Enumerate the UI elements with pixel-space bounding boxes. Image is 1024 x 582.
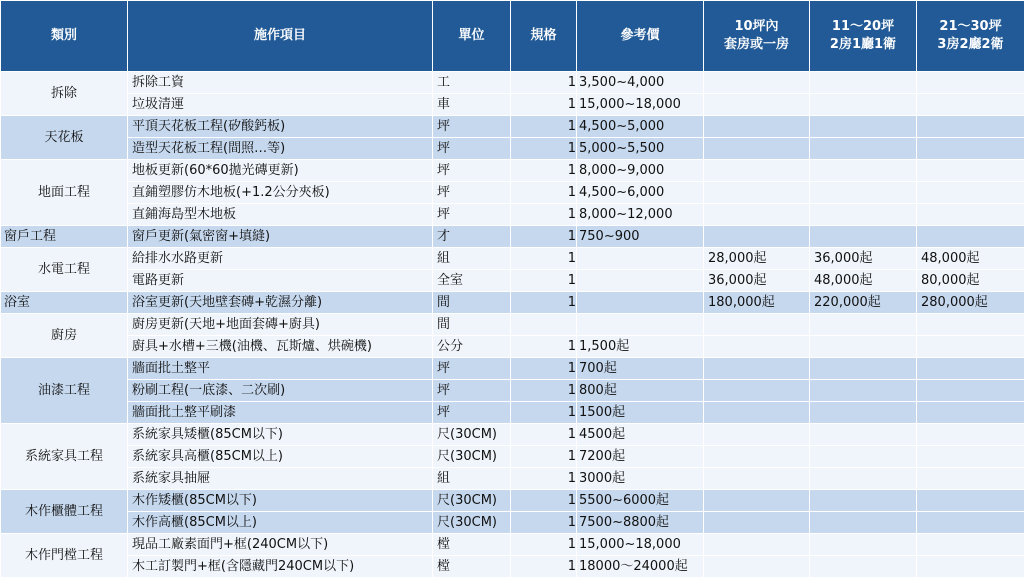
item-cell: 直鋪塑膠仿木地板(+1.2公分夾板) [128,182,433,204]
item-cell: 木工訂製門+框(含隱藏門240CM以下) [128,556,433,578]
table-row [1,94,1024,116]
unit-cell: 坪 [433,380,511,402]
price-30-cell [917,116,1024,138]
price-10-cell [704,358,810,380]
table-row [1,402,1024,424]
header-30ping [917,1,1024,72]
ref-price-cell [577,248,704,270]
price-30-cell [917,358,1024,380]
unit-cell: 組 [433,248,511,270]
price-30-cell [917,94,1024,116]
spec-cell: 1 [511,402,577,424]
price-30-cell [917,72,1024,94]
ref-price-cell: 15,000~18,000 [577,534,704,556]
price-20-cell [810,358,917,380]
price-20-cell: 48,000起 [810,270,917,292]
price-10-cell [704,182,810,204]
price-20-cell [810,138,917,160]
table-row [1,380,1024,402]
price-20-cell [810,204,917,226]
category-cell: 天花板 [1,116,128,160]
table-row [1,336,1024,358]
category-cell: 浴室 [1,292,128,314]
table-row [1,314,1024,336]
header-20ping-line2: 2房1廳1衛 [829,37,897,52]
price-10-cell [704,402,810,424]
table-row [1,72,1024,94]
header-10ping [704,1,810,72]
item-cell: 拆除工資 [128,72,433,94]
table-row [1,534,1024,556]
ref-price-cell: 7200起 [577,446,704,468]
spec-cell: 1 [511,556,577,578]
category-cell: 廚房 [1,314,128,358]
spec-cell: 1 [511,490,577,512]
header-unit: 單位 [433,1,511,72]
price-20-cell: 36,000起 [810,248,917,270]
price-10-cell [704,226,810,248]
unit-cell: 坪 [433,116,511,138]
item-cell: 窗戶更新(氣密窗+填縫) [128,226,433,248]
item-cell: 木作矮櫃(85CM以下) [128,490,433,512]
price-10-cell [704,336,810,358]
item-cell: 牆面批土整平 [128,358,433,380]
spec-cell: 1 [511,446,577,468]
price-10-cell [704,94,810,116]
price-10-cell [704,512,810,534]
unit-cell: 公分 [433,336,511,358]
table-row [1,138,1024,160]
table-row [1,292,1024,314]
unit-cell: 坪 [433,182,511,204]
spec-cell: 1 [511,270,577,292]
header-10ping-line2: 套房或一房 [723,37,789,52]
ref-price-cell: 7500~8800起 [577,512,704,534]
table-row [1,446,1024,468]
price-30-cell [917,490,1024,512]
table-row [1,248,1024,270]
category-cell: 地面工程 [1,160,128,226]
table-row [1,182,1024,204]
unit-cell: 坪 [433,138,511,160]
item-cell: 浴室更新(天地壁套磚+乾濕分離) [128,292,433,314]
unit-cell: 間 [433,292,511,314]
unit-cell: 全室 [433,270,511,292]
price-30-cell [917,204,1024,226]
spec-cell: 1 [511,468,577,490]
unit-cell: 尺(30CM) [433,512,511,534]
price-10-cell [704,314,810,336]
price-20-cell [810,512,917,534]
price-30-cell [917,402,1024,424]
price-30-cell [917,182,1024,204]
ref-price-cell: 8,000~12,000 [577,204,704,226]
item-cell: 現品工廠素面門+框(240CM以下) [128,534,433,556]
price-30-cell [917,468,1024,490]
table-row [1,204,1024,226]
table-row [1,512,1024,534]
ref-price-cell: 8,000~9,000 [577,160,704,182]
unit-cell: 尺(30CM) [433,424,511,446]
price-30-cell [917,534,1024,556]
ref-price-cell: 4500起 [577,424,704,446]
item-cell: 系統家具高櫃(85CM以上) [128,446,433,468]
unit-cell: 間 [433,314,511,336]
header-spec: 規格 [511,1,577,72]
price-20-cell [810,380,917,402]
ref-price-cell: 700起 [577,358,704,380]
spec-cell: 1 [511,424,577,446]
price-20-cell [810,116,917,138]
spec-cell: 1 [511,160,577,182]
spec-cell: 1 [511,292,577,314]
unit-cell: 樘 [433,534,511,556]
price-30-cell [917,446,1024,468]
table-row [1,116,1024,138]
ref-price-cell: 15,000~18,000 [577,94,704,116]
header-category: 類別 [1,1,128,72]
price-20-cell [810,424,917,446]
item-cell: 電路更新 [128,270,433,292]
price-10-cell [704,138,810,160]
spec-cell: 1 [511,512,577,534]
unit-cell: 才 [433,226,511,248]
spec-cell: 1 [511,94,577,116]
table-row [1,358,1024,380]
ref-price-cell: 800起 [577,380,704,402]
price-10-cell [704,534,810,556]
spec-cell [511,314,577,336]
spec-cell: 1 [511,226,577,248]
table-row [1,226,1024,248]
price-30-cell [917,380,1024,402]
price-30-cell: 48,000起 [917,248,1024,270]
price-30-cell: 80,000起 [917,270,1024,292]
header-row [1,1,1024,72]
category-cell: 木作門樘工程 [1,534,128,578]
price-10-cell [704,490,810,512]
ref-price-cell: 1500起 [577,402,704,424]
item-cell: 牆面批土整平刷漆 [128,402,433,424]
price-10-cell [704,556,810,578]
price-30-cell [917,512,1024,534]
price-20-cell [810,94,917,116]
header-item: 施作項目 [128,1,433,72]
price-20-cell [810,226,917,248]
ref-price-cell: 3,500~4,000 [577,72,704,94]
price-20-cell [810,72,917,94]
unit-cell: 尺(30CM) [433,446,511,468]
category-cell: 水電工程 [1,248,128,292]
header-10ping-line1: 10坪內 [734,19,779,34]
price-10-cell: 36,000起 [704,270,810,292]
price-10-cell [704,424,810,446]
unit-cell: 工 [433,72,511,94]
price-30-cell [917,226,1024,248]
price-10-cell [704,72,810,94]
ref-price-cell: 5500~6000起 [577,490,704,512]
item-cell: 垃圾清運 [128,94,433,116]
ref-price-cell: 1,500起 [577,336,704,358]
unit-cell: 車 [433,94,511,116]
ref-price-cell: 4,500~5,000 [577,116,704,138]
ref-price-cell: 750~900 [577,226,704,248]
spec-cell: 1 [511,358,577,380]
header-20ping [810,1,917,72]
table-row [1,490,1024,512]
unit-cell: 坪 [433,358,511,380]
table-row [1,468,1024,490]
price-10-cell [704,468,810,490]
item-cell: 造型天花板工程(間照…等) [128,138,433,160]
unit-cell: 坪 [433,402,511,424]
ref-price-cell [577,292,704,314]
price-20-cell: 220,000起 [810,292,917,314]
unit-cell: 坪 [433,160,511,182]
spec-cell: 1 [511,182,577,204]
price-10-cell [704,204,810,226]
spec-cell: 1 [511,336,577,358]
category-cell: 木作櫃體工程 [1,490,128,534]
ref-price-cell: 3000起 [577,468,704,490]
table-row [1,160,1024,182]
price-30-cell [917,424,1024,446]
unit-cell: 尺(30CM) [433,490,511,512]
spec-cell: 1 [511,534,577,556]
spec-cell: 1 [511,138,577,160]
item-cell: 系統家具矮櫃(85CM以下) [128,424,433,446]
ref-price-cell: 18000～24000起 [577,556,704,578]
category-cell: 拆除 [1,72,128,116]
price-10-cell [704,116,810,138]
price-20-cell [810,468,917,490]
price-30-cell [917,556,1024,578]
price-30-cell [917,314,1024,336]
ref-price-cell: 5,000~5,500 [577,138,704,160]
unit-cell: 坪 [433,204,511,226]
price-10-cell [704,446,810,468]
price-30-cell [917,336,1024,358]
price-20-cell [810,556,917,578]
table-row [1,424,1024,446]
spec-cell: 1 [511,248,577,270]
item-cell: 系統家具抽屜 [128,468,433,490]
category-cell: 油漆工程 [1,358,128,424]
item-cell: 廚具+水槽+三機(油機、瓦斯爐、烘碗機) [128,336,433,358]
header-ref-price: 參考價 [577,1,704,72]
price-30-cell [917,138,1024,160]
item-cell: 廚房更新(天地+地面套磚+廚具) [128,314,433,336]
header-30ping-line1: 21～30坪 [939,19,1002,34]
item-cell: 給排水水路更新 [128,248,433,270]
item-cell: 平頂天花板工程(矽酸鈣板) [128,116,433,138]
price-10-cell [704,160,810,182]
price-20-cell [810,336,917,358]
price-10-cell [704,380,810,402]
ref-price-cell [577,270,704,292]
category-cell: 系統家具工程 [1,424,128,490]
price-10-cell: 180,000起 [704,292,810,314]
unit-cell: 組 [433,468,511,490]
price-20-cell [810,402,917,424]
item-cell: 粉刷工程(一底漆、二次刷) [128,380,433,402]
spec-cell: 1 [511,204,577,226]
unit-cell: 樘 [433,556,511,578]
category-cell: 窗戶工程 [1,226,128,248]
item-cell: 直鋪海島型木地板 [128,204,433,226]
header-20ping-line1: 11～20坪 [831,19,895,34]
price-10-cell: 28,000起 [704,248,810,270]
item-cell: 木作高櫃(85CM以上) [128,512,433,534]
price-30-cell: 280,000起 [917,292,1024,314]
spec-cell: 1 [511,72,577,94]
ref-price-cell: 4,500~6,000 [577,182,704,204]
price-20-cell [810,160,917,182]
spec-cell: 1 [511,380,577,402]
price-20-cell [810,446,917,468]
price-20-cell [810,314,917,336]
item-cell: 地板更新(60*60拋光磚更新) [128,160,433,182]
header-30ping-line2: 3房2廳2衛 [937,37,1004,52]
price-20-cell [810,182,917,204]
ref-price-cell [577,314,704,336]
price-30-cell [917,160,1024,182]
price-20-cell [810,534,917,556]
table-row [1,270,1024,292]
table-row [1,556,1024,578]
spec-cell: 1 [511,116,577,138]
price-20-cell [810,490,917,512]
